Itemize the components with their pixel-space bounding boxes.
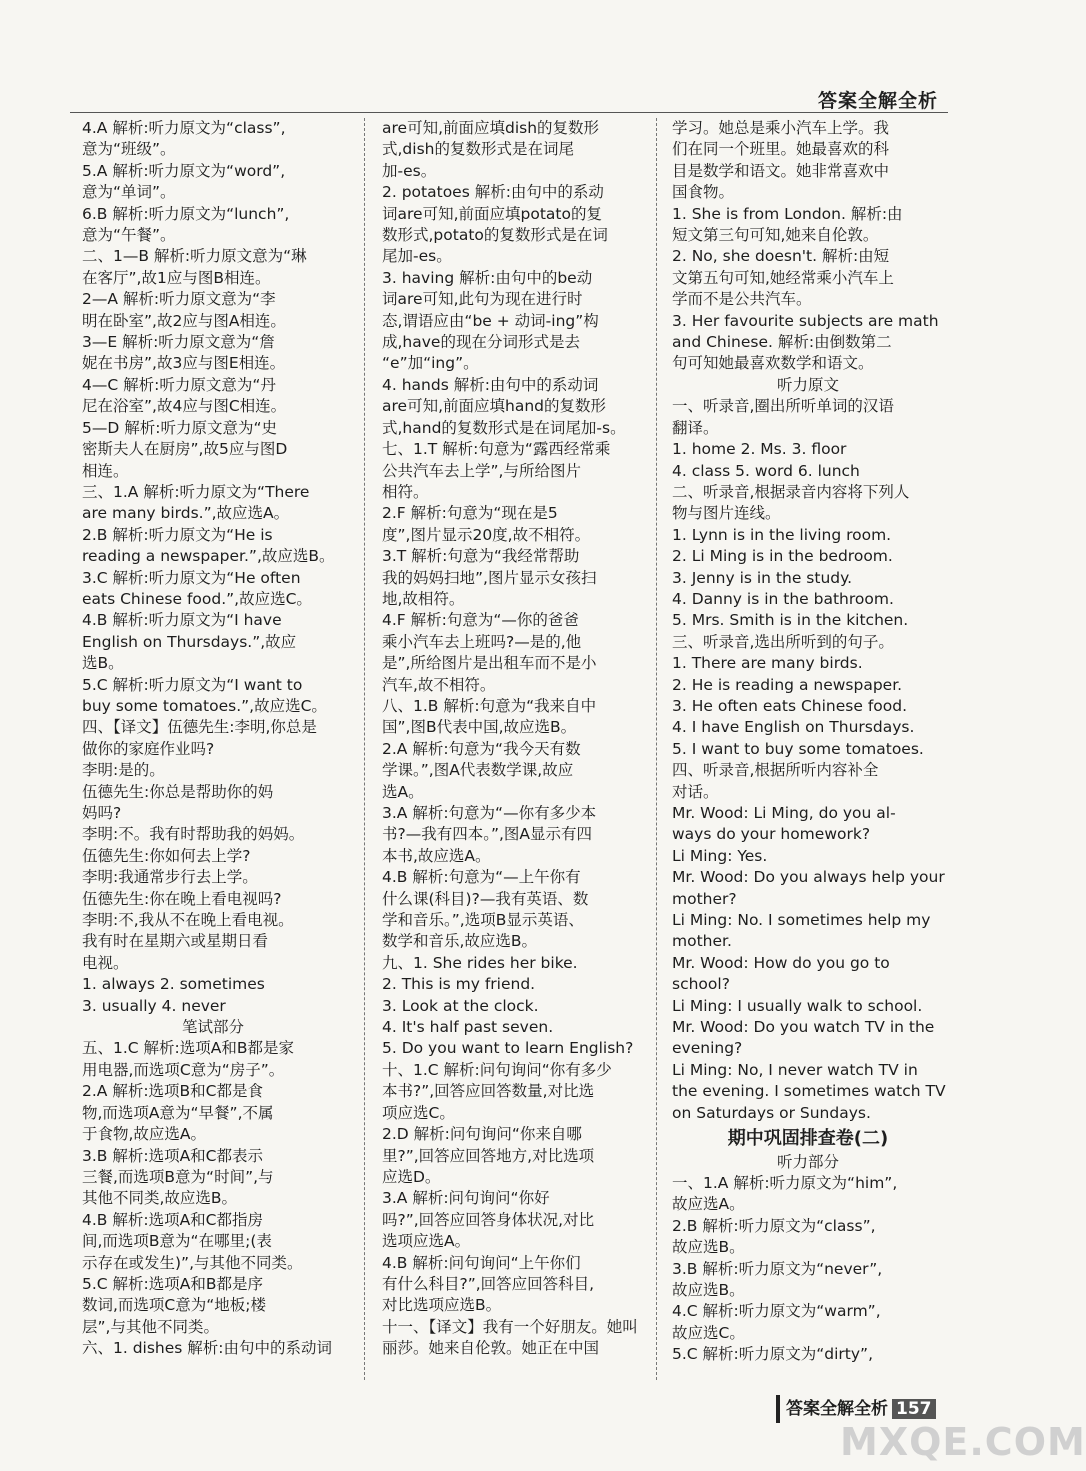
text-line: 相连。 (82, 461, 129, 480)
text-line: 5. Do you want to learn English? (382, 1039, 634, 1058)
text-line: 数词,而选项C意为“地板;楼 (82, 1296, 267, 1315)
text-line: 4.C 解析:听力原文为“warm”, (672, 1302, 881, 1321)
text-line: 本书,故应选A。 (382, 846, 491, 865)
text-line: 3.C 解析:听力原文为“He often (82, 568, 301, 587)
text-line: Mr. Wood: Li Ming, do you al- (672, 804, 896, 822)
text-line: 式,dish的复数形式是在词尾 (382, 140, 574, 159)
text-line: 对话。 (672, 782, 719, 801)
text-line: 4.B 解析:问句询问“上午你们 (382, 1253, 581, 1272)
text-line: 其他不同类,故应选B。 (82, 1189, 238, 1208)
text-line: 七、1.T 解析:句意为“露西经常乘 (382, 440, 611, 459)
text-line: 文第五句可知,她经常乘小汽车上 (672, 268, 894, 287)
text-line: 6.B 解析:听力原文为“lunch”, (82, 204, 290, 223)
text-line: 3.T 解析:句意为“我经常帮助 (382, 547, 580, 566)
text-line: 故应选B。 (672, 1280, 745, 1299)
text-line: 选B。 (82, 654, 124, 673)
text-line: 李明:不。我有时帮助我的妈妈。 (82, 825, 305, 844)
text-line: 学和音乐。”,选项B显示英语、 (382, 911, 584, 930)
text-line: are可知,前面应填hand的复数形 (382, 397, 606, 416)
text-line: mother. (672, 932, 732, 951)
text-line: 九、1. She rides her bike. (382, 953, 578, 972)
text-line: 学而不是公共汽车。 (672, 290, 812, 309)
text-line: 2.F 解析:句意为“现在是5 (382, 504, 558, 523)
header-title: 答案全解全析 (817, 90, 938, 112)
text-line: are many birds.”,故应选A。 (82, 504, 290, 523)
text-line: 学课。”,图A代表数学课,故应 (382, 761, 574, 780)
text-line: Li Ming: I usually walk to school. (672, 996, 923, 1015)
text-line: school? (672, 975, 730, 994)
text-line: 选A。 (382, 782, 424, 801)
text-line: 听力原文 (776, 375, 839, 394)
text-line: 做你的家庭作业吗? (82, 739, 215, 758)
text-line: 四、听录音,根据所听内容补全 (672, 761, 879, 780)
text-line: and Chinese. 解析:由倒数第二 (672, 333, 892, 352)
text-line: Li Ming: No. I sometimes help my (672, 911, 931, 930)
text-line: 2.A 解析:句意为“我今天有数 (382, 739, 581, 758)
text-line: 态,谓语应由“be + 动词-ing”构 (382, 311, 599, 330)
text-line: 3.A 解析:问句询问“你好 (382, 1189, 550, 1208)
text-line: 4. hands 解析:由句中的系动词 (382, 375, 599, 394)
text-line: 对比选项应选B。 (382, 1296, 502, 1315)
text-line: 国食物。 (672, 183, 735, 202)
text-line: ways do your homework? (672, 825, 871, 844)
text-line: 李明:是的。 (82, 761, 165, 780)
text-line: 5.A 解析:听力原文为“word”, (82, 161, 286, 180)
text-line: 故应选B。 (672, 1238, 745, 1257)
text-line: 意为“班级”。 (82, 140, 176, 159)
text-line: 公共汽车去上学”,与所给图片 (382, 461, 581, 480)
text-line: 物与图片连线。 (672, 504, 781, 523)
column-divider (656, 118, 657, 1380)
text-line: 我的妈妈扫地”,图片显示女孩扫 (382, 568, 597, 587)
text-line: 笔试部分 (181, 1018, 244, 1037)
text-line: Mr. Wood: How do you go to (672, 953, 890, 972)
text-line: 2.A 解析:选项B和C都是食 (82, 1082, 263, 1101)
text-line: 2. No, she doesn't. 解析:由短 (672, 247, 890, 266)
text-line: 伍德先生:你如何去上学? (82, 846, 251, 865)
text-line: 二、听录音,根据录音内容将下列人 (672, 482, 910, 501)
text-line: 句可知她最喜欢数学和语文。 (672, 354, 874, 373)
text-line: 学习。她总是乘小汽车上学。我 (672, 119, 890, 137)
text-line: 意为“午餐”。 (82, 226, 176, 245)
text-line: 2.D 解析:问句询问“你来自哪 (382, 1125, 582, 1144)
text-line: 5.C 解析:选项A和B都是序 (82, 1274, 263, 1293)
text-line: 一、1.A 解析:听力原文为“him”, (672, 1173, 898, 1192)
text-line: 4.A 解析:听力原文为“class”, (82, 119, 286, 137)
text-line: Mr. Wood: Do you watch TV in the (672, 1018, 935, 1037)
text-line: Li Ming: No, I never watch TV in (672, 1060, 918, 1079)
column-3 (672, 118, 944, 1380)
text-line: 4. I have English on Thursdays. (672, 718, 915, 737)
text-line: 数学和音乐,故应选B。 (382, 932, 538, 951)
text-line: 三餐,而选项B意为“时间”,与 (82, 1167, 274, 1186)
text-line: 期中巩固排查卷(二) (727, 1128, 889, 1150)
text-line: 在客厅”,故1应与图B相连。 (82, 268, 271, 287)
text-line: 5.C 解析:听力原文为“dirty”, (672, 1345, 874, 1364)
text-line: 层”,与其他不同类。 (82, 1317, 219, 1336)
text-line: 四、【译文】伍德先生:李明,你总是 (82, 718, 317, 737)
text-line: 2. potatoes 解析:由句中的系动 (382, 183, 604, 202)
text-line: 吗?”,回答应回答身体状况,对比 (382, 1210, 595, 1229)
text-line: 三、1.A 解析:听力原文为“There (82, 482, 310, 501)
text-line: 4. Danny is in the bathroom. (672, 589, 894, 608)
text-line: Li Ming: Yes. (672, 846, 768, 865)
text-line: 4.B 解析:听力原文为“I have (82, 611, 282, 630)
page-header (70, 80, 948, 113)
page-footer (776, 1395, 956, 1423)
text-line: reading a newspaper.”,故应选B。 (82, 547, 335, 566)
text-line: 1. She is from London. 解析:由 (672, 204, 903, 223)
text-line: 乘小汽车去上班吗?—是的,他 (382, 632, 582, 651)
text-line: 间,而选项B意为“在哪里;(表 (82, 1232, 272, 1251)
text-line: 4. It's half past seven. (382, 1018, 554, 1037)
text-line: 伍德先生:你总是帮助你的妈 (82, 782, 274, 801)
text-line: 五、1.C 解析:选项A和B都是家 (82, 1039, 294, 1058)
text-line: 3. usually 4. never (82, 996, 226, 1015)
text-line: 我有时在星期六或星期日看 (82, 932, 269, 951)
column-1 (82, 118, 344, 1380)
text-line: 本书?”,回答应回答数量,对比选 (382, 1082, 595, 1101)
text-line: 示存在或发生)”,与其他不同类。 (82, 1253, 303, 1272)
text-line: 1. There are many birds. (672, 654, 863, 673)
text-line: 于食物,故应选A。 (82, 1125, 207, 1144)
text-line: 尼在浴室”,故4应与图C相连。 (82, 397, 287, 416)
text-line: 1. Lynn is in the living room. (672, 525, 892, 544)
text-line: 5—D 解析:听力原文意为“史 (82, 418, 277, 437)
text-line: buy some tomatoes.”,故应选C。 (82, 696, 327, 715)
text-line: 2—A 解析:听力原文意为“李 (82, 290, 276, 309)
text-line: 一、听录音,圈出所听单词的汉语 (672, 397, 894, 416)
text-line: 应选D。 (382, 1167, 441, 1186)
text-line: 2. This is my friend. (382, 975, 536, 994)
text-line: 地,故相符。 (382, 589, 465, 608)
text-line: 词are可知,前面应填potato的复 (382, 204, 602, 223)
text-line: 什么课(科目)?—我有英语、数 (382, 889, 589, 908)
text-line: Mr. Wood: Do you always help your (672, 868, 945, 887)
text-line: 尾加-es。 (382, 247, 452, 266)
text-line: 十一、【译文】我有一个好朋友。她叫 (382, 1317, 638, 1336)
text-line: the evening. I sometimes watch TV (672, 1082, 946, 1101)
text-line: 十、1.C 解析:问句询问“你有多少 (382, 1060, 612, 1079)
text-line: are可知,前面应填dish的复数形 (382, 119, 600, 137)
text-line: 二、1—B 解析:听力原文意为“琳 (82, 247, 307, 266)
text-line: 意为“单词”。 (82, 183, 176, 202)
text-line: 物,而选项A意为“早餐”,不属 (82, 1103, 274, 1122)
text-line: 密斯夫人在厨房”,故5应与图D (82, 440, 288, 459)
text-line: 们在同一个班里。她最喜欢的科 (672, 140, 890, 159)
footer-label: 答案全解全析 (786, 1399, 888, 1419)
text-line: 是”,所给图片是出租车而不是小 (382, 654, 597, 673)
text-line: 选项应选A。 (382, 1232, 471, 1251)
text-line: 3.B 解析:听力原文为“never”, (672, 1259, 883, 1278)
text-line: 4—C 解析:听力原文意为“丹 (82, 375, 276, 394)
text-line: eats Chinese food.”,故应选C。 (82, 589, 312, 608)
text-line: 4.F 解析:句意为“—你的爸爸 (382, 611, 579, 630)
text-line: 5. I want to buy some tomatoes. (672, 739, 924, 758)
text-line: 翻译。 (672, 418, 719, 437)
text-line: 1. always 2. sometimes (82, 975, 265, 994)
text-line: 3. He often eats Chinese food. (672, 696, 908, 715)
text-line: “e”加“ing”。 (382, 354, 479, 373)
text-line: 4.B 解析:选项A和C都指房 (82, 1210, 263, 1229)
text-line: 国”,图B代表中国,故应选B。 (382, 718, 577, 737)
text-line: 2. He is reading a newspaper. (672, 675, 903, 694)
text-line: 六、1. dishes 解析:由句中的系动词 (82, 1339, 333, 1358)
text-line: 加-es。 (382, 161, 437, 180)
column-divider (364, 118, 365, 1380)
text-line: 妈吗? (82, 804, 122, 822)
watermark: MXQE.COM (840, 1420, 1086, 1464)
text-line: 词are可知,此句为现在进行时 (382, 290, 583, 309)
text-line: 3. Jenny is in the study. (672, 568, 853, 587)
text-line: 成,have的现在分词形式是去 (382, 333, 580, 352)
text-line: 3.A 解析:句意为“—你有多少本 (382, 804, 597, 822)
text-line: evening? (672, 1039, 743, 1058)
text-line: 妮在书房”,故3应与图E相连。 (82, 354, 286, 373)
text-line: 书?—我有四本。”,图A显示有四 (382, 825, 593, 844)
text-line: 相符。 (382, 482, 429, 501)
column-2 (382, 118, 642, 1380)
text-line: English on Thursdays.”,故应 (82, 632, 297, 651)
text-line: 目是数学和语文。她非常喜欢中 (672, 161, 890, 180)
text-line: 明在卧室”,故2应与图A相连。 (82, 311, 286, 330)
text-line: 数形式,potato的复数形式是在词 (382, 226, 608, 245)
text-line: 李明:我通常步行去上学。 (82, 868, 258, 887)
text-line: 2.B 解析:听力原文为“class”, (672, 1216, 876, 1235)
text-line: 有什么科目?”,回答应回答科目, (382, 1274, 595, 1293)
text-line: 4. class 5. word 6. lunch (672, 461, 860, 480)
text-line: 5. Mrs. Smith is in the kitchen. (672, 611, 909, 630)
text-line: 八、1.B 解析:句意为“我来自中 (382, 696, 597, 715)
text-line: 项应选C。 (382, 1103, 455, 1122)
text-line: 丽莎。她来自伦敦。她正在中国 (382, 1339, 600, 1358)
text-line: 3. having 解析:由句中的be动 (382, 268, 593, 287)
text-line: 汽车,故不相符。 (382, 675, 496, 694)
text-line: 3—E 解析:听力原文意为“詹 (82, 333, 275, 352)
text-line: 用电器,而选项C意为“房子”。 (82, 1060, 285, 1079)
text-line: on Saturdays or Sundays. (672, 1103, 871, 1122)
text-line: 故应选C。 (672, 1323, 745, 1342)
text-line: mother? (672, 889, 737, 908)
text-line: 式,hand的复数形式是在词尾加-s。 (382, 418, 626, 437)
text-line: 1. home 2. Ms. 3. floor (672, 440, 847, 459)
text-line: 短文第三句可知,她来自伦敦。 (672, 226, 879, 245)
text-line: 3. Look at the clock. (382, 996, 539, 1015)
text-line: 故应选A。 (672, 1195, 745, 1214)
text-line: 李明:不,我从不在晚上看电视。 (82, 911, 294, 930)
text-line: 电视。 (82, 953, 129, 972)
text-line: 里?”,回答应回答地方,对比选项 (382, 1146, 595, 1165)
text-line: 3.B 解析:选项A和C都表示 (82, 1146, 263, 1165)
text-line: 伍德先生:你在晚上看电视吗? (82, 889, 282, 908)
text-line: 2. Li Ming is in the bedroom. (672, 547, 893, 566)
text-line: 三、听录音,选出所听到的句子。 (672, 632, 894, 651)
text-line: 度”,图片显示20度,故不相符。 (382, 525, 591, 544)
text-line: 5.C 解析:听力原文为“I want to (82, 675, 303, 694)
text-line: 听力部分 (776, 1152, 839, 1171)
page-number: 157 (892, 1399, 936, 1419)
text-line: 2.B 解析:听力原文为“He is (82, 525, 273, 544)
text-line: 3. Her favourite subjects are math (672, 311, 939, 330)
text-line: 4.B 解析:句意为“—上午你有 (382, 868, 581, 887)
